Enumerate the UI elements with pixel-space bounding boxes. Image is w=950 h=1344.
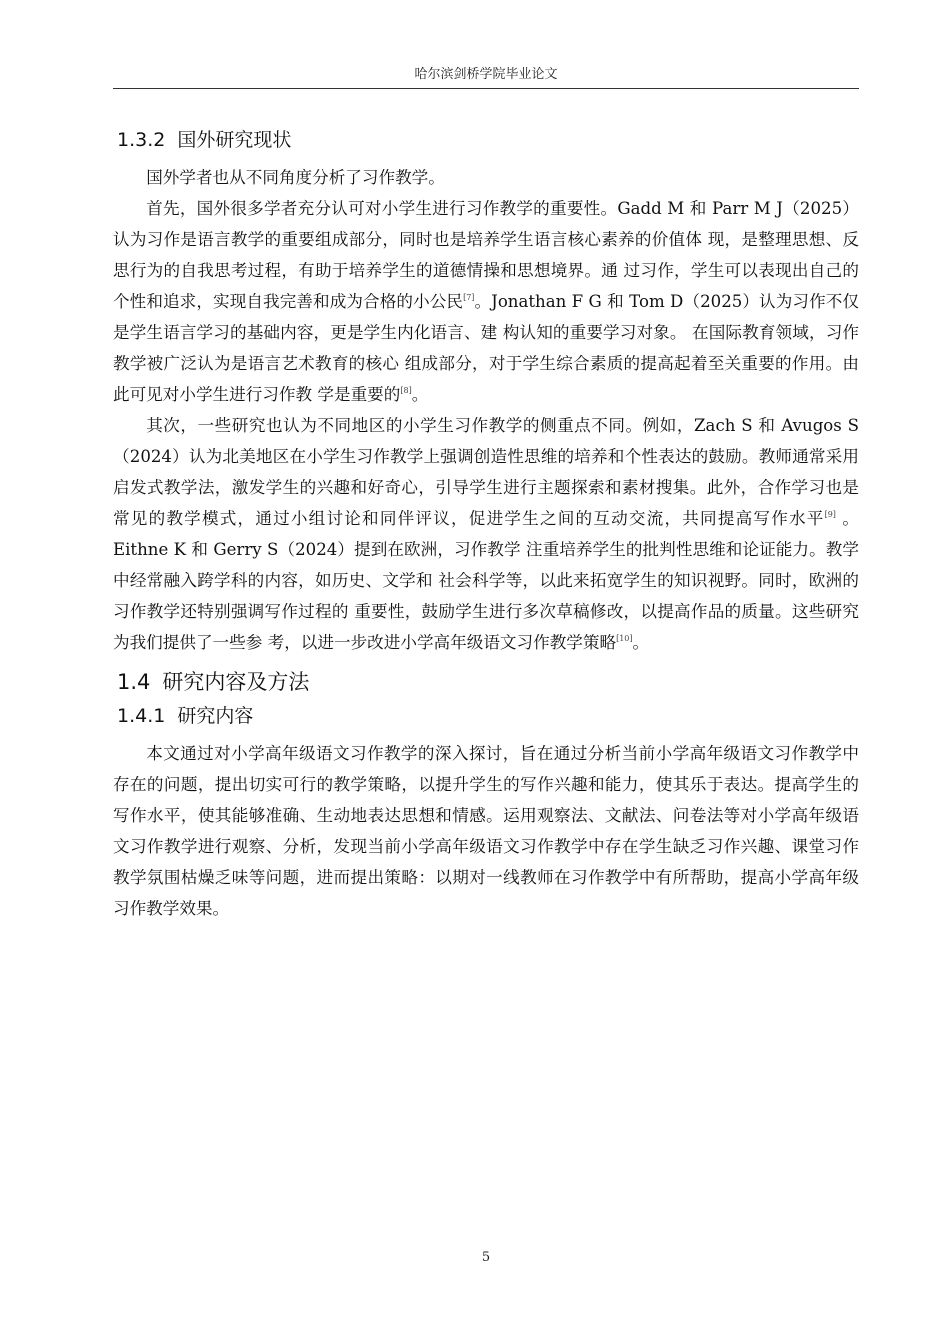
- paragraph-text: 其次，一些研究也认为不同地区的小学生习作教学的侧重点不同。例如，Zach S 和 Avugos S（2024）认为北美地区在小学生习作教学上强调创造性思维的培养和个性表达的鼓励。教师通常采用启发式教学法，激发学生的兴趣和好奇心，引导学生进行主题探索和素材搜集。此外，合作学习也是常见的教学模式，通过小组讨论和同伴评议，促进学生之间的互动交流，共同提高写作水平: [113, 416, 859, 528]
- paragraph-text: 首先，国外很多学者充分认可对小学生进行习作教学的重要性。Gadd M 和 Parr M J（2025）认为习作是语言教学的重要组成部分，同时也是培养学生语言核心素养的价值体 现，是整理思想、反思行为的自我思考过程，有助于培养学生的道德情操和思想境界。通 过习作，学生可以表现出自己的个性和追求，实现自我完善和成为合格的小公民: [113, 199, 859, 311]
- section-title: 研究内容及方法: [162, 670, 310, 694]
- section-heading-1-3-2: [117, 128, 859, 152]
- section-title: 研究内容: [177, 705, 254, 727]
- paragraph-second: [113, 410, 859, 658]
- section-title: 国外研究现状: [177, 129, 292, 151]
- paragraph-text: 。: [632, 633, 650, 652]
- citation-ref: [7]: [463, 293, 475, 302]
- citation-ref: [9]: [824, 510, 836, 519]
- paragraph-intro: 国外学者也从不同角度分析了习作教学。: [146, 168, 445, 187]
- section-heading-1-4: [117, 668, 859, 696]
- page-body: [113, 120, 859, 924]
- section-heading-1-4-1: [117, 704, 859, 728]
- paragraph-text: 。Eithne K 和 Gerry S（2024）提到在欧洲，习作教学 注重培养学生的批判性思维和论证能力。教学中经常融入跨学科的内容，如历史、文学和 社会科学等，以此来拓宽学生的知识视野。同时，欧洲的习作教学还特别强调写作过程的 重要性，鼓励学生进行多次草稿修改，以提高作品的质量。这些研究为我们提供了一些参 考，以进一步改进小学高年级语文习作教学策略: [113, 509, 860, 652]
- section-number: 1.4.1: [117, 705, 166, 727]
- paragraph-research-content: 本文通过对小学高年级语文习作教学的深入探讨，旨在通过分析当前小学高年级语文习作教学中存在的问题，提出切实可行的教学策略，以提升学生的写作兴趣和能力，使其乐于表达。提高学生的写作水平，使其能够准确、生动地表达思想和情感。运用观察法、文献法、问卷法等对小学高年级语文习作教学进行观察、分析，发现当前小学高年级语文习作教学中存在学生缺乏习作兴趣、课堂习作教学氛围枯燥乏味等问题，进而提出策略：以期对一线教师在习作教学中有所帮助，提高小学高年级习作教学效果。: [113, 744, 859, 918]
- section-number: 1.4: [117, 670, 151, 694]
- running-header: 哈尔滨剑桥学院毕业论文: [414, 67, 558, 82]
- paragraph-text: 。Jonathan F G 和 Tom D（2025）认为习作不仅是学生语言学习的基础内容，更是学生内化语言、建 构认知的重要学习对象。 在国际教育领域，习作教学被广泛认为是语言艺术教育的核心 组成部分，对于学生综合素质的提高起着至关重要的作用。由此可见对小学生进行习作教 学是重要的: [113, 292, 859, 404]
- section-number: 1.3.2: [117, 129, 166, 151]
- paragraph-text: 。: [411, 385, 429, 404]
- paragraph-first: [113, 193, 859, 410]
- page-number: 5: [481, 1250, 491, 1265]
- citation-ref: [8]: [400, 386, 412, 395]
- citation-ref: [10]: [616, 634, 633, 643]
- header-divider: [113, 88, 859, 89]
